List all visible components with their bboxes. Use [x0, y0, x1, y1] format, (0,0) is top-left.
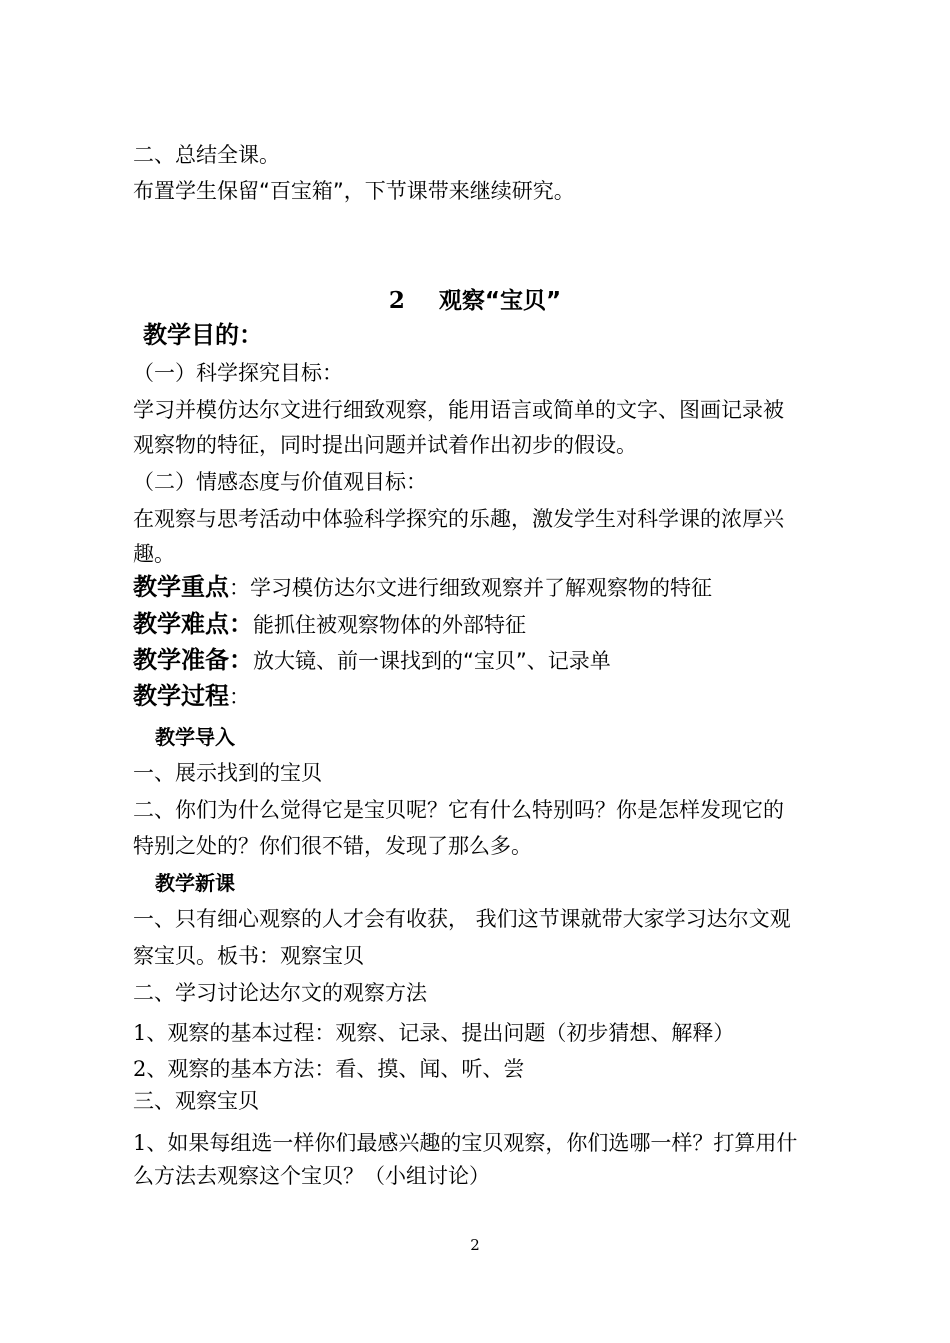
sci-objective-label: （一）科学探究目标：	[133, 361, 343, 385]
intro-heading: 教学导入	[155, 725, 235, 749]
newlesson-sub-2	[133, 1055, 524, 1083]
sci-objective-text-1: 学习并模仿达尔文进行细致观察，能用语言或简单的文字、图画记录被	[133, 398, 784, 422]
lesson-title	[0, 286, 950, 316]
summary-text: 布置学生保留“百宝箱”，下节课带来继续研究。	[133, 179, 575, 203]
process	[133, 681, 250, 714]
newlesson-item-1-line-2: 察宝贝。板书：观察宝贝	[133, 944, 364, 968]
emo-objective-text-1: 在观察与思考活动中体验科学探究的乐趣，激发学生对科学课的浓厚兴	[133, 507, 784, 531]
emo-objective-text-2: 趣。	[133, 542, 175, 566]
key-point	[133, 572, 712, 605]
intro-item-1: 一、展示找到的宝贝	[133, 761, 322, 785]
process-label: 教学过程	[133, 682, 229, 710]
sci-objective-text-2: 观察物的特征，同时提出问题并试着作出初步的假设。	[133, 433, 637, 457]
newlesson-item-2: 二、学习讨论达尔文的观察方法	[133, 981, 427, 1005]
newlesson-sub-3-number: 1	[133, 1131, 147, 1155]
newlesson-sub-1-text: 、观察的基本过程：观察、记录、提出问题（初步猜想、解释）	[146, 1021, 735, 1045]
difficulty-label: 教学难点：	[133, 610, 253, 638]
emo-objective-label: （二）情感态度与价值观目标：	[133, 470, 427, 494]
page-number: 2	[470, 1236, 480, 1254]
newlesson-item-3: 三、观察宝贝	[133, 1089, 259, 1113]
key-point-text: ：学习模仿达尔文进行细致观察并了解观察物的特征	[229, 576, 712, 600]
newlesson-heading: 教学新课	[155, 871, 235, 895]
process-text: ：	[229, 685, 250, 709]
newlesson-sub-1-number: 1	[133, 1021, 147, 1045]
newlesson-sub-3-line-2: 么方法去观察这个宝贝？（小组讨论）	[133, 1164, 490, 1188]
newlesson-item-1-line-1: 一、只有细心观察的人才会有收获， 我们这节课就带大家学习达尔文观	[133, 907, 791, 931]
newlesson-sub-2-number: 2	[133, 1057, 147, 1081]
difficulty-text: 能抓住被观察物体的外部特征	[253, 613, 526, 637]
newlesson-sub-3-line-1	[133, 1129, 797, 1157]
lesson-number: 2	[388, 287, 405, 314]
newlesson-sub-2-text: 、观察的基本方法：看、摸、闻、听、尝	[146, 1057, 525, 1081]
newlesson-sub-1	[133, 1019, 734, 1047]
lesson-title-text: 观察“宝贝”	[438, 288, 562, 314]
newlesson-sub-3-text-1: 、如果每组选一样你们最感兴趣的宝贝观察，你们选哪一样？打算用什	[146, 1131, 798, 1155]
intro-item-2-line-1: 二、你们为什么觉得它是宝贝呢？它有什么特别吗？你是怎样发现它的	[133, 798, 784, 822]
preparation-text: 放大镜、前一课找到的“宝贝”、记录单	[253, 649, 611, 673]
summary-heading: 二、总结全课。	[133, 143, 280, 167]
preparation-label: 教学准备：	[133, 646, 253, 674]
key-point-label: 教学重点	[133, 573, 229, 601]
preparation	[133, 645, 611, 678]
objectives-heading: 教学目的：	[143, 321, 263, 349]
intro-item-2-line-2: 特别之处的？你们很不错，发现了那么多。	[133, 834, 532, 858]
difficulty	[133, 609, 526, 642]
